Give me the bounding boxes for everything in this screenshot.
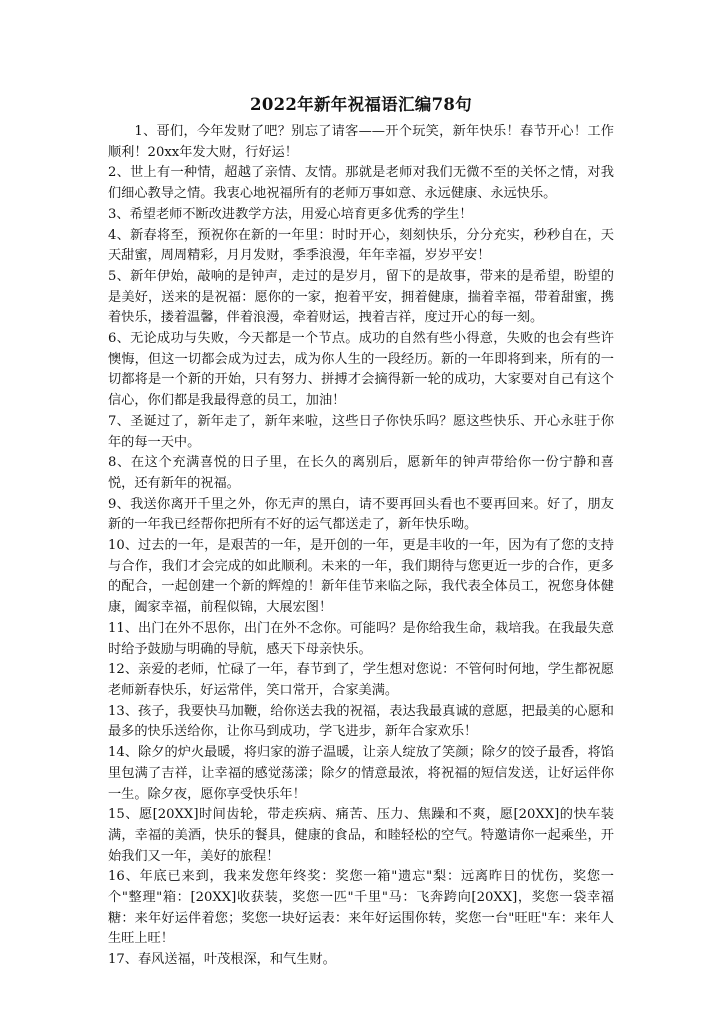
paragraph-4: 4、新春将至，预祝你在新的一年里：时时开心，刻刻快乐，分分充实，秒秒自在，天天甜蜜，周周精彩，月月发财，季季浪漫，年年幸福，岁岁平安！ — [108, 227, 614, 264]
paragraph-12: 12、亲爱的老师，忙碌了一年，春节到了，学生想对您说：不管何时何地，学生都祝愿老师新春快乐，好运常伴，笑口常开，合家美满。 — [108, 662, 614, 698]
paragraph-8: 8、在这个充满喜悦的日子里，在长久的离别后，愿新年的钟声带给你一份宁静和喜悦，还有新年的祝福。 — [108, 455, 614, 491]
paragraph-13: 13、孩子，我要快马加鞭，给你送去我的祝福，表达我最真诚的意愿，把最美的心愿和最多的快乐送给你，让你马到成功，学飞进步，新年合家欢乐！ — [108, 703, 614, 740]
paragraph-2: 2、世上有一种情，超越了亲情、友情。那就是老师对我们无微不至的关怀之情，对我们细心教导之情。我衷心地祝福所有的老师万事如意、永远健康、永远快乐。 — [108, 165, 614, 202]
paragraph-6: 6、无论成功与失败，今天都是一个节点。成功的自然有些小得意，失败的也会有些许懊悔，但这一切都会成为过去，成为你人生的一段经历。新的一年即将到来，所有的一切都将是一个新的开始，只有努力、拼搏才会摘得新一轮的成功，大家要对自己有这个信心，你们都是我最得意的员工，加油！ — [108, 331, 614, 409]
paragraph-17: 17、春风送福，叶茂根深，和气生财。 — [108, 952, 336, 968]
paragraph-14: 14、除夕的炉火最暖，将归家的游子温暖，让亲人绽放了笑颜；除夕的饺子最香，将馅里包满了吉祥，让幸福的感觉荡漾；除夕的情意最浓，将祝福的短信发送，让好运伴你一生。除夕夜，愿你享受快乐年！ — [108, 745, 614, 802]
paragraph-3: 3、希望老师不断改进教学方法，用爱心培育更多优秀的学生！ — [108, 206, 473, 222]
paragraph-16: 16、年底已来到，我来发您年终奖：奖您一箱"遗忘"梨：远离昨日的忧伤，奖您一个"整理"箱：[20XX]收获装，奖您一匹"千里"马：飞奔跨向[20XX]，奖您一袋幸福糖：来年好运伴着您；奖您一块好运表：来年好运围你转，奖您一台"旺旺"车：来年人生旺上旺！ — [108, 869, 614, 947]
paragraph-1: 1、哥们，今年发财了吧？别忘了请客——开个玩笑，新年快乐！春节开心！工作顺利！20xx年发大财，行好运！ — [108, 124, 614, 160]
paragraph-15: 15、愿[20XX]时间齿轮，带走疾病、痛苦、压力、焦躁和不爽，愿[20XX]的快车装满，幸福的美酒，快乐的餐具，健康的食品，和睦轻松的空气。特邀请你一起乘坐，开始我们又一年，美好的旅程！ — [108, 807, 614, 864]
paragraph-9: 9、我送你离开千里之外，你无声的黑白，请不要再回头看也不要再回来。好了，朋友新的一年我已经帮你把所有不好的运气都送走了，新年快乐呦。 — [108, 496, 614, 533]
paragraph-5: 5、新年伊始，敲响的是钟声，走过的是岁月，留下的是故事，带来的是希望，盼望的是美好，送来的是祝福：愿你的一家，抱着平安，拥着健康，揣着幸福，带着甜蜜，携着快乐，搂着温馨，伴着浪漫，牵着财运，拽着吉祥，度过开心的每一刻。 — [108, 268, 614, 326]
paragraph-10: 10、过去的一年，是艰苦的一年，是开创的一年，更是丰收的一年，因为有了您的支持与合作，我们才会完成的如此顺利。未来的一年，我们期待与您更近一步的合作，更多的配合，一起创建一个新的辉煌的！新年佳节来临之际，我代表全体员工，祝您身体健康，阖家幸福，前程似锦，大展宏图！ — [108, 538, 614, 616]
document-page — [108, 92, 614, 971]
document-title: 2022年新年祝福语汇编78句 — [250, 95, 472, 114]
paragraph-7: 7、圣诞过了，新年走了，新年来啦，这些日子你快乐吗？愿这些快乐、开心永驻于你年的每一天中。 — [108, 413, 614, 450]
paragraph-11: 11、出门在外不思你，出门在外不念你。可能吗？是你给我生命，栽培我。在我最失意时给予鼓励与明确的导航，感天下母亲快乐。 — [108, 620, 614, 657]
